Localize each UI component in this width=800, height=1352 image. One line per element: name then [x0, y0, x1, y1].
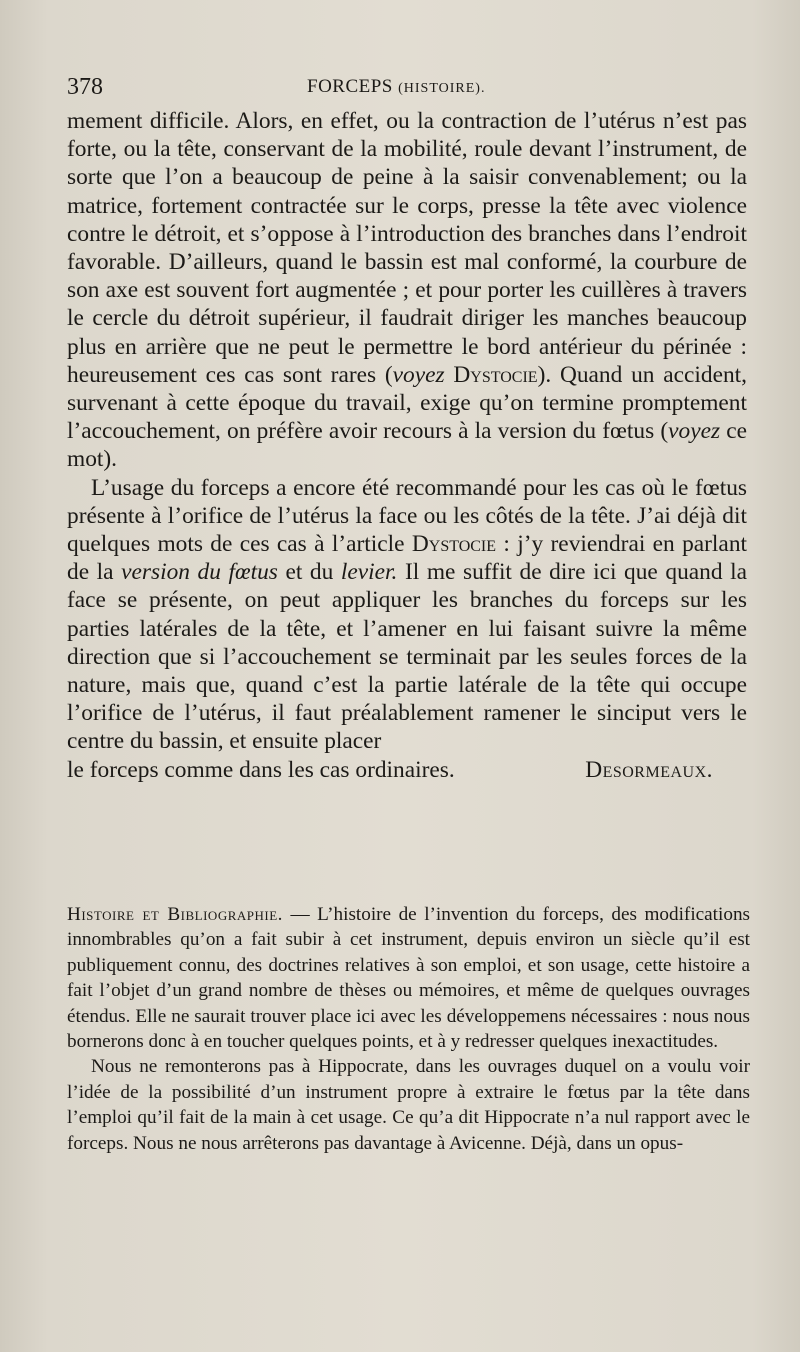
- paragraph-2-last-line: le forceps comme dans les cas ordinaires.: [67, 756, 455, 783]
- main-text: [67, 107, 747, 784]
- history-section: [67, 902, 750, 1156]
- history-paragraph-1: [67, 902, 750, 1054]
- dystocie-ref-1: Dystocie: [453, 361, 538, 388]
- voyez-ref-2: voyez: [668, 418, 721, 445]
- running-title-main: FORCEPS: [307, 76, 393, 97]
- history-paragraph-2: Nous ne remonterons pas à Hippocrate, dans les ouvrages duquel on a voulu voir l’idée de la possibilité d’un instrument propre à extraire le fœtus par la tête dans l’emploi qu’il fait de la main à cet usage. Ce qu’a dit Hippocrate n’a nul rapport avec le forceps. Nous ne nous arrêterons pas davantage à Avicenne. Déjà, dans un opus-: [67, 1056, 750, 1154]
- running-title: [307, 76, 485, 98]
- paragraph-2: [67, 474, 747, 756]
- paragraph-2-text-4: Il me suffit de dire ici que quand la face se présente, on peut appliquer les branches du forceps sur les parties latérales de la tête, et l’amener en lui faisant suivre la même direction que si l’accouchement se terminait par les seules forces de la nature, mais que, quand c’est la partie latérale de la tête qui occupe l’orifice de l’utérus, il faut préalablement ramener le sinciput vers le centre du bassin, et ensuite placer: [67, 559, 748, 755]
- history-heading: Histoire et Bibliographie.: [67, 904, 283, 925]
- paragraph-1-text-3: ce mot).: [67, 418, 747, 473]
- levier-ref: levier.: [340, 559, 398, 586]
- voyez-ref-1: voyez: [392, 361, 445, 388]
- paragraph-2-text-2: : j’y reviendrai en parlant de la: [67, 531, 748, 586]
- history-paragraph-1-text: — L’histoire de l’invention du forceps, des modifications innombrables qu’on a fait subir à cet instrument, depuis environ un siècle qu’il est publiquement connu, des doctrines relatives à son emploi, et son usage, cette histoire a fait l’objet d’un grand nombre de thèses ou mémoires, et même de quelques ouvrages étendus. Elle ne saurait trouver place ici avec les développemens nécessaires : nous nous bornerons donc à en toucher quelques points, et à y redresser quelques inexactitudes.: [67, 904, 751, 1053]
- running-title-sub: (HISTOIRE).: [398, 81, 486, 96]
- author-signature: Desormeaux.: [585, 756, 713, 783]
- page-header: [67, 72, 747, 106]
- signature-line: [67, 756, 747, 784]
- dystocie-ref-2: Dystocie: [411, 531, 497, 558]
- paragraph-2-text-1: L’usage du forceps a encore été recommandé pour les cas où le fœtus présente à l’orifice de l’utérus la face ou les côtés de la tête. J’ai déjà dit quelques mots de ces cas à l’article: [67, 474, 747, 558]
- paragraph-1: [67, 107, 747, 474]
- version-ref: version du fœtus: [121, 559, 278, 586]
- page-number: 378: [67, 74, 103, 100]
- paragraph-1-text: mement difficile. Alors, en effet, ou la contraction de l’utérus n’est pas forte, ou la tête, conservant de la mobilité, roule devant l’instrument, de sorte que l’on a beaucoup de peine à la saisir convenablement; ou la matrice, fortement contractée sur le corps, presse la tête avec violence contre le détroit, et s’oppose à l’introduction des branches dans l’endroit favorable. D’ailleurs, quand le bassin est mal conformé, la courbure de son axe est souvent fort augmentée ; et pour porter les cuillères à travers le cercle du détroit supérieur, il faudrait diriger les manches beaucoup plus en arrière que ne peut le permettre le bord antérieur du périnée : heureusement ces cas sont rares (: [67, 108, 747, 388]
- paragraph-1-text-2: ). Quand un accident, survenant à cette époque du travail, exige qu’on termine promptement l’accouchement, on préfère avoir recours à la version du fœtus (: [67, 361, 747, 445]
- paragraph-2-text-3: et du: [277, 559, 341, 586]
